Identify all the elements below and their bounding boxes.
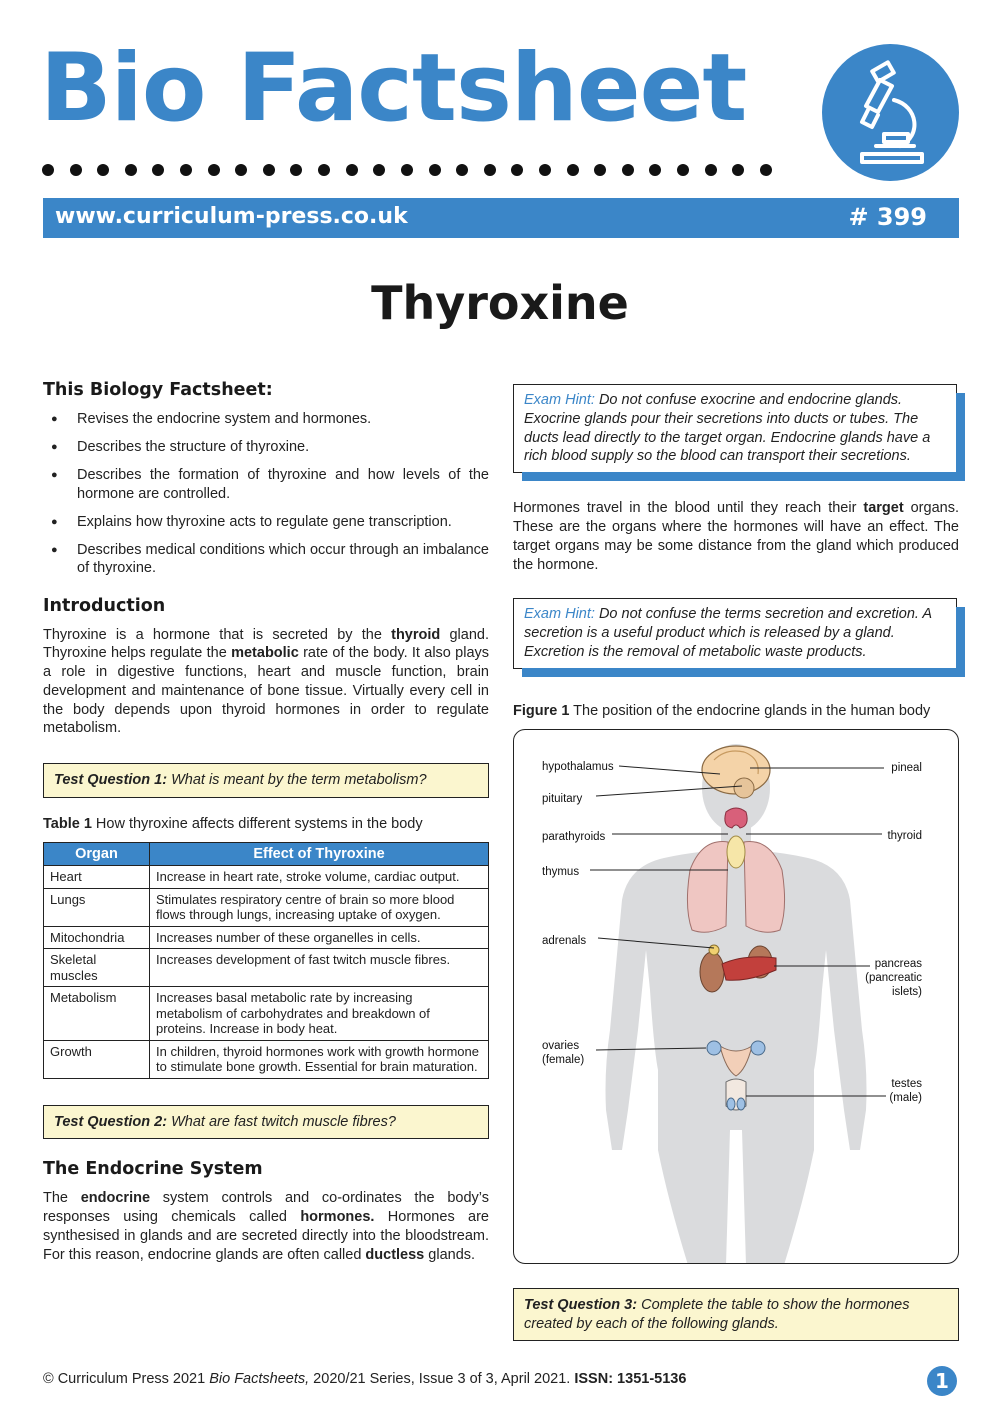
table-row: Metabolism Increases basal metabolic rate by increasing metabolism of carbohydrates and breakdown of proteins. Increase in body heat. [44, 987, 489, 1041]
divider-dot [125, 164, 137, 176]
label-ovaries: ovaries (female) [542, 1039, 585, 1066]
site-url[interactable]: www.curriculum-press.co.uk [55, 204, 408, 229]
bullet-item: ● Describes the formation of thyroxine and how levels of the hormone are controlled. [43, 466, 489, 503]
logo [822, 44, 959, 181]
test-question-1: Test Question 1: What is meant by the term metabolism? [43, 763, 489, 798]
thyroxine-effects-table [43, 842, 489, 1079]
bullet-item: ● Describes the structure of thyroxine. [43, 438, 489, 457]
page-number: 1 [927, 1366, 957, 1396]
divider-dot [70, 164, 82, 176]
divider-dot [208, 164, 220, 176]
hormones-paragraph: Hormones travel in the blood until they reach their target organs. These are the organs where the hormones will have an effect. The target organs may be some distance from the gland which produced the hormone. [513, 500, 959, 573]
label-adrenals: adrenals [542, 934, 587, 947]
dot-divider [42, 164, 772, 178]
divider-dot [649, 164, 661, 176]
right-column [513, 384, 959, 1341]
table-header-effect: Effect of Thyroxine [150, 843, 489, 866]
endocrine-paragraph: The endocrine system controls and co-ordinates the body’s responses using chemicals called hormones. Hormones are synthesised in glands and are secreted directly into the bloodstream. For this reason, endocrine glands are often called ductless glands. [43, 1190, 489, 1263]
divider-dot [511, 164, 523, 176]
bullet-item: ● Revises the endocrine system and hormones. [43, 410, 489, 429]
issue-number: # 399 [848, 203, 927, 231]
divider-dot [705, 164, 717, 176]
divider-dot [732, 164, 744, 176]
label-parathyroids: parathyroids [542, 830, 606, 843]
test-question-3: Test Question 3: Complete the table to show the hormones created by each of the following glands. [513, 1288, 959, 1342]
factsheet-heading: This Biology Factsheet: [43, 380, 273, 400]
divider-dot [539, 164, 551, 176]
endocrine-figure [513, 729, 959, 1264]
footer: © Curriculum Press 2021 Bio Factsheets, 2020/21 Series, Issue 3 of 3, April 2021. ISSN: 1351-5136 [43, 1371, 687, 1387]
label-hypothalamus: hypothalamus [542, 760, 614, 773]
label-thymus: thymus [542, 865, 580, 878]
introduction-paragraph: Thyroxine is a hormone that is secreted by the thyroid gland. Thyroxine helps regulate the metabolic rate of the body. It also plays a role in digestive functions, heart and muscle function, brain development and maintenance of bone tissue. Virtually every cell in the body depends upon thyroid hormones in order to regulate metabolism. [43, 626, 490, 737]
divider-dot [373, 164, 385, 176]
divider-dot [677, 164, 689, 176]
divider-dot [429, 164, 441, 176]
divider-dot [760, 164, 772, 176]
label-pineal: pineal [891, 761, 922, 774]
divider-dot [622, 164, 634, 176]
label-thyroid: thyroid [887, 829, 922, 842]
divider-dot [567, 164, 579, 176]
divider-dot [401, 164, 413, 176]
left-column [43, 380, 489, 1265]
label-testes: testes (male) [889, 1077, 922, 1104]
divider-dot [346, 164, 358, 176]
url-bar [43, 198, 959, 238]
divider-dot [594, 164, 606, 176]
introduction-heading: Introduction [43, 595, 166, 616]
label-pituitary: pituitary [542, 792, 583, 805]
divider-dot [318, 164, 330, 176]
table-row: Growth In children, thyroid hormones work with growth hormone to stimulate bone growth. Essential for brain maturation. [44, 1040, 489, 1078]
divider-dot [235, 164, 247, 176]
table-row: Skeletal muscles Increases development of fast twitch muscle fibres. [44, 949, 489, 987]
table-header-organ: Organ [44, 843, 150, 866]
table-row: Lungs Stimulates respiratory centre of brain so more blood flows through lungs, increasing uptake of oxygen. [44, 888, 489, 926]
table-row: Heart Increase in heart rate, stroke volume, cardiac output. [44, 866, 489, 889]
divider-dot [97, 164, 109, 176]
divider-dot [456, 164, 468, 176]
divider-dot [484, 164, 496, 176]
brand-title: Bio Factsheet [40, 34, 747, 143]
divider-dot [152, 164, 164, 176]
divider-dot [263, 164, 275, 176]
bullet-item: ● Describes medical conditions which occur through an imbalance of thyroxine. [43, 541, 489, 578]
divider-dot [180, 164, 192, 176]
page-title: Thyroxine [371, 276, 629, 330]
exam-hint-2: Exam Hint: Do not confuse the terms secretion and excretion. A secretion is a useful product which is released by a gland. Excretion is the removal of metabolic waste products. [513, 598, 957, 668]
label-pancreas: pancreas (pancreatic islets) [865, 957, 922, 998]
divider-dot [42, 164, 54, 176]
bullet-item: ● Explains how thyroxine acts to regulate gene transcription. [43, 513, 489, 532]
figure-caption: Figure 1 The position of the endocrine glands in the human body [513, 702, 931, 719]
microscope-icon [822, 44, 959, 181]
divider-dot [290, 164, 302, 176]
table-caption: Table 1 How thyroxine affects different systems in the body [43, 816, 423, 833]
test-question-2: Test Question 2: What are fast twitch muscle fibres? [43, 1105, 489, 1140]
exam-hint-1: Exam Hint: Do not confuse exocrine and endocrine glands. Exocrine glands pour their secretions into ducts or tubes. The ducts lead directly to the target organ. Endocrine glands have a rich blood supply so the blood can transport their secretions. [513, 384, 957, 473]
factsheet-bullets [43, 410, 489, 578]
table-row: Mitochondria Increases number of these organelles in cells. [44, 926, 489, 949]
endocrine-heading: The Endocrine System [43, 1159, 263, 1180]
